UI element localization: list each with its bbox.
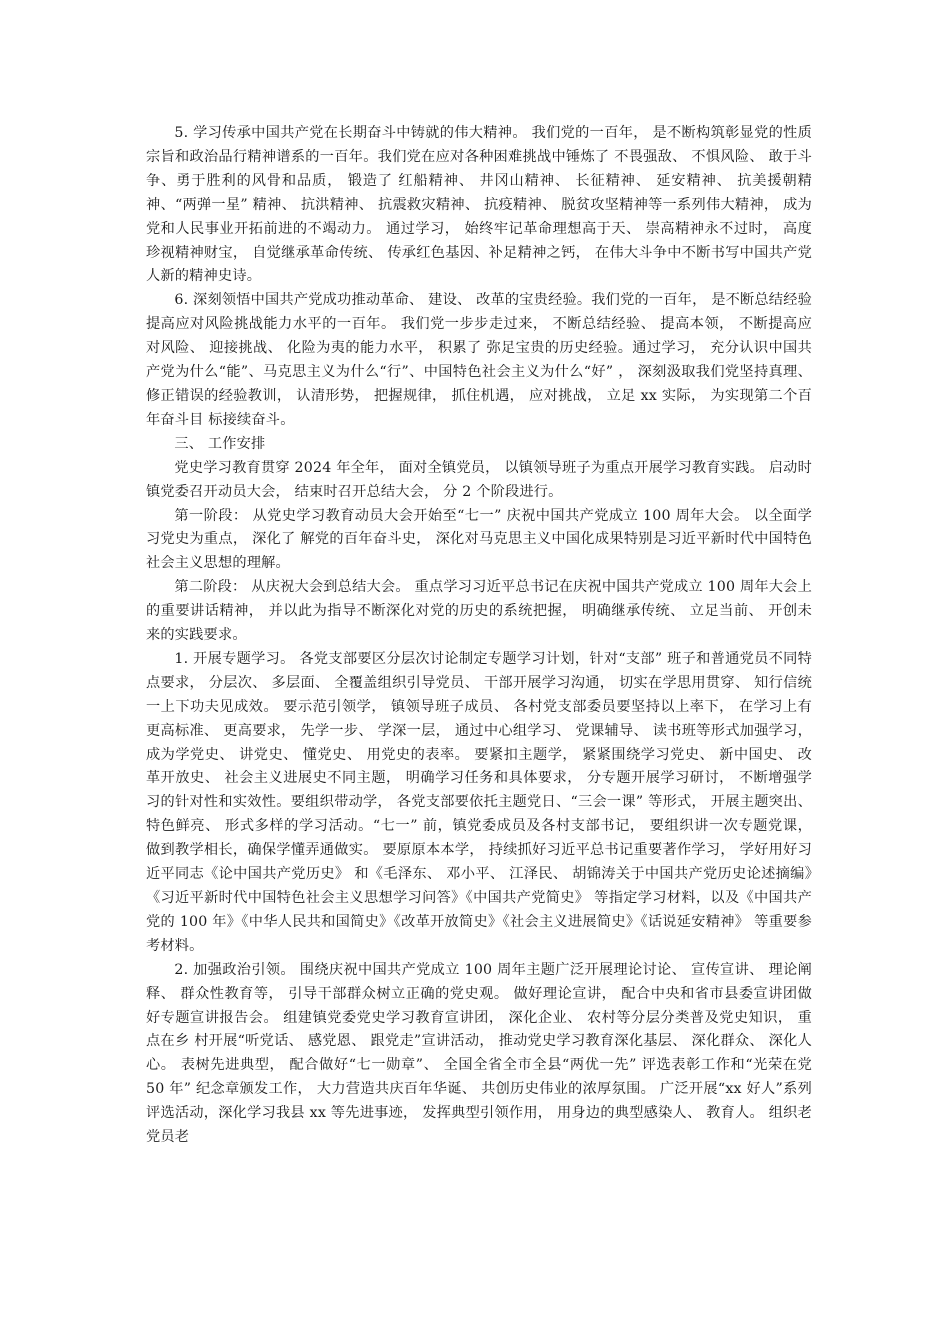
paragraph-study-great-spirit: 5. 学习传承中国共产党在长期奋斗中铸就的伟大精神。 我们党的一百年， 是不断构筑彰显党的性质宗旨和政治品行精神谱系的一百年。我们党在应对各种困难挑战中锤炼了 不畏强敌、 不惧风险、 敢于斗争、勇于胜利的风骨和品质， 锻造了 红船精神、 井冈山精神、 长征精神、 延安精神、 抗美援朝精神、“两弹一星” 精神、 抗洪精神、 抗震救灾精神、 抗疫精神、 脱贫攻坚精神等一系列伟大精神， 成为党和人民事业开拓前进的不竭动力。 通过学习， 始终牢记革命理想高于天、 崇高精神永不过时， 高度珍视精神财宝， 自觉继承革命传统、 传承红色基因、补足精神之钙， 在伟大斗争中不断书写中国共产党人新的精神史诗。 [146, 125, 813, 285]
paragraph-special-study: 1. 开展专题学习。 各党支部要区分层次讨论制定专题学习计划，针对“支部” 班子和普通党员不同特点要求， 分层次、 多层面、 全覆盖组织引导党员、 干部开展学习沟通， 切实在学思用贯穿、 知行信统一上下功夫见成效。 要示范引领学， 镇领导班子成员、 各村党支部委员要坚持以上率下， 在学习上有更高标准、 更高要求， 先学一步、 学深一层， 通过中心组学习、 党课辅导、 读书班等形式加强学习， 成为学党史、 讲党史、 懂党史、 用党史的表率。 要紧扣主题学， 紧紧围绕学习党史、 新中国史、 改革开放史、 社会主义进展史不同主题， 明确学习任务和具体要求， 分专题开展学习研讨， 不断增强学习的针对性和实效性。要组织带动学， 各党支部要依托主题党日、“三会一课” 等形式， 开展主题突出、 特色鲜亮、 形式多样的学习活动。“七一” 前，镇党委成员及各村支部书记， 要组织讲一次专题党课， 做到教学相长，确保学懂弄通做实。 要原原本本学， 持续抓好习近平总书记重要著作学习， 学好用好习近平同志《论中国共产党历史》 和《毛泽东、 邓小平、 江泽民、 胡锦涛关于中国共产党历史论述摘编》《习近平新时代中国特色社会主义思想学习问答》《中国共产党简史》 等指定学习材料，以及《中国共产党的 100 年》《中华人民共和国简史》《改革开放简史》《社会主义进展简史》《话说延安精神》 等重要参考材料。 [146, 650, 812, 954]
section-heading-work-arrangement: 三、 工作安排 [174, 435, 266, 452]
paragraph-political-guidance: 2. 加强政治引领。 围绕庆祝中国共产党成立 100 周年主题广泛开展理论讨论、 宣传宣讲、 理论阐释、 群众性教育等， 引导干部群众树立正确的党史观。 做好理论宣讲， 配合中央和省市县委宣讲团做好专题宣讲报告会。 组建镇党委党史学习教育宣讲团， 深化企业、 农村等分层分类普及党史知识， 重点在乡 村开展“听党话、 感党恩、 跟党走”宣讲活动， 推动党史学习教育深化基层、 深化群众、 深化人心。 表树先进典型， 配合做好“七一勋章”、 全国全省全市全县“两优一先” 评选表彰工作和“光荣在党 50 年” 纪念章颁发工作， 大力营造共庆百年华诞、 共创历史伟业的浓厚氛围。 广泛开展“xx 好人”系列评选活动，深化学习我县 xx 等先进事迹， 发挥典型引领作用， 用身边的典型感染人、 教育人。 组织老党员老 [146, 961, 812, 1146]
document-body [146, 122, 812, 1150]
paragraph-phase-one: 第一阶段： 从党史学习教育动员大会开始至“七一” 庆祝中国共产党成立 100 周年大会。 以全面学习党史为重点， 深化了 解党的百年奋斗史， 深化对马克思主义中国化成果特别是习近平新时代中国特色社会主义思想的理解。 [146, 507, 813, 572]
paragraph-phase-two: 第二阶段： 从庆祝大会到总结大会。 重点学习习近平总书记在庆祝中国共产党成立 100 周年大会上的重要讲话精神， 并以此为指导不断深化对党的历史的系统把握， 明确继承传统、 立足当前、 开创未来的实践要求。 [146, 579, 812, 644]
paragraph-overview: 党史学习教育贯穿 2024 年全年， 面对全镇党员， 以镇领导班子为重点开展学习教育实践。 启动时镇党委召开动员大会， 结束时召开总结大会， 分 2 个阶段进行。 [146, 459, 812, 500]
paragraph-study-experience: 6. 深刻领悟中国共产党成功推动革命、 建设、 改革的宝贵经验。我们党的一百年， 是不断总结经验提高应对风险挑战能力水平的一百年。 我们党一步步走过来， 不断总结经验、 提高本领， 不断提高应对风险、 迎接挑战、 化险为夷的能力水平， 积累了 弥足宝贵的历史经验。通过学习， 充分认识中国共产党为什么“能”、马克思主义为什么“行”、中国特色社会主义为什么“好” ， 深刻汲取我们党坚持真理、 修正错误的经验教训， 认清形势， 把握规律， 抓住机遇， 应对挑战， 立足 xx 实际， 为实现第二个百年奋斗目 标接续奋斗。 [146, 292, 812, 428]
